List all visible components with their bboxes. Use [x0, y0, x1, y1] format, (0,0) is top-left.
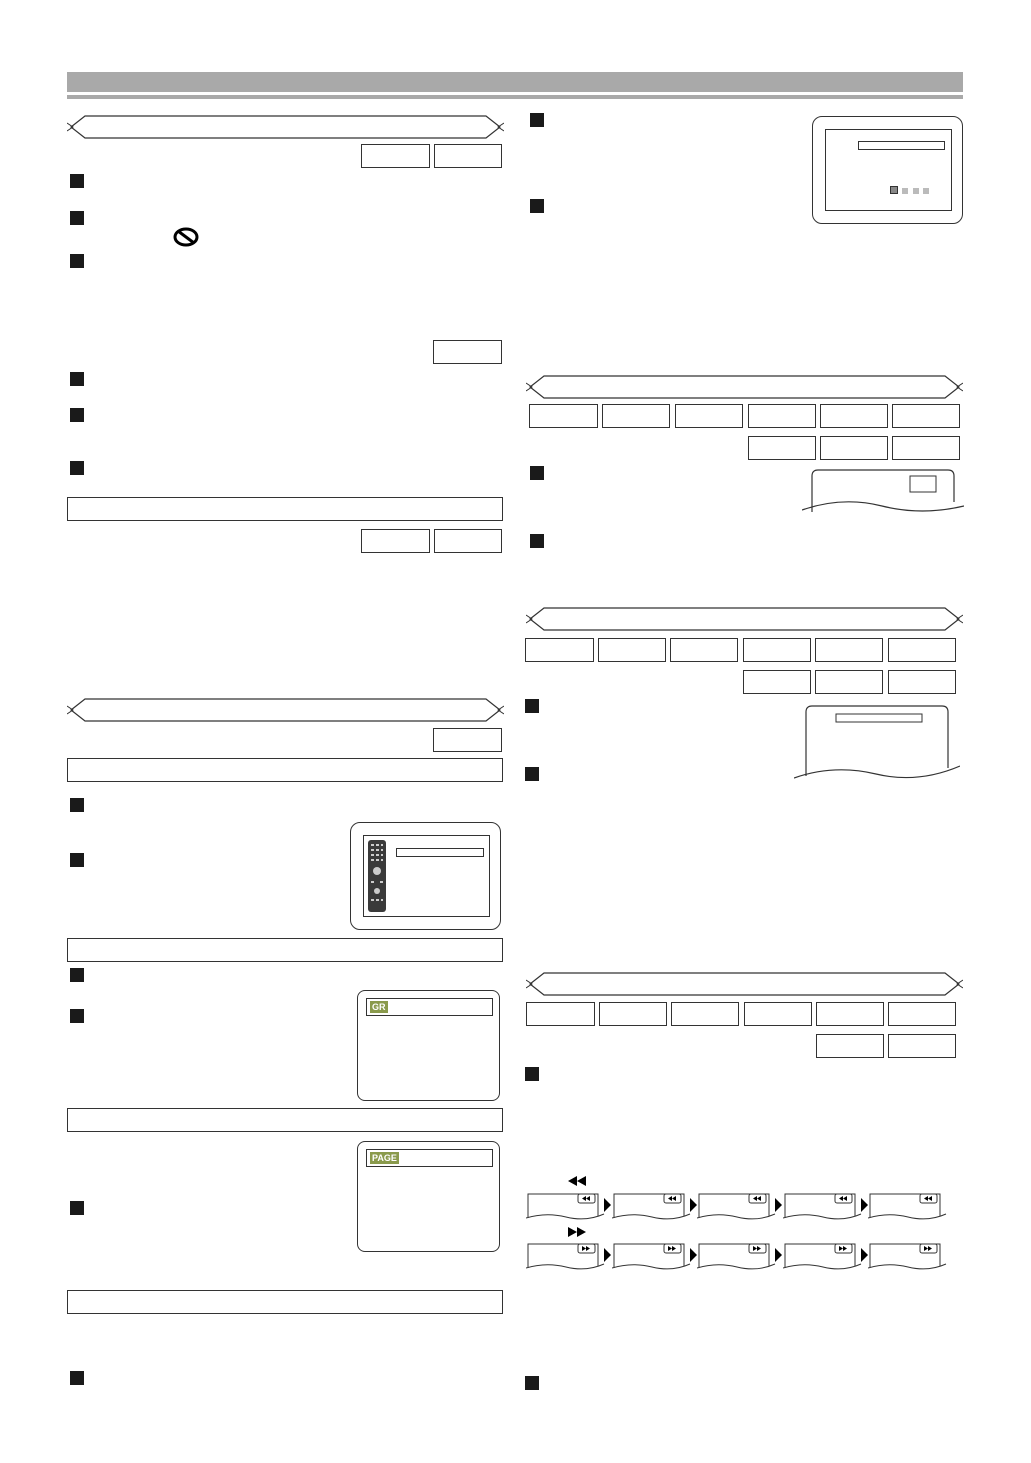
step-marker	[70, 1009, 84, 1023]
title-bar	[858, 141, 945, 150]
screen-corner-illustration	[802, 466, 964, 514]
disc-type-tag	[602, 404, 670, 428]
disc-type-tag	[670, 638, 738, 662]
disc-type-tag	[598, 638, 666, 662]
rewind-icon	[568, 1176, 586, 1186]
scan-frame	[783, 1190, 863, 1222]
step-marker	[70, 798, 84, 812]
scan-frame	[868, 1240, 948, 1272]
section-banner-right-1	[526, 372, 963, 402]
step-marker	[70, 1201, 84, 1215]
disc-type-tag	[361, 144, 430, 168]
disc-type-tag	[361, 529, 430, 553]
scan-frame	[697, 1190, 777, 1222]
disc-type-tag	[529, 404, 598, 428]
step-marker	[70, 968, 84, 982]
step-marker	[525, 1067, 539, 1081]
scan-frame	[868, 1190, 948, 1222]
scan-frame	[697, 1240, 777, 1272]
disc-type-tag	[815, 670, 883, 694]
group-badge: GR	[372, 1002, 386, 1012]
disc-type-tag	[743, 638, 811, 662]
scan-frame	[526, 1240, 606, 1272]
disc-type-tag	[816, 1034, 884, 1058]
subsection-bar	[67, 938, 503, 962]
step-marker	[70, 174, 84, 188]
subsection-bar	[67, 497, 503, 521]
disc-type-tag	[820, 436, 888, 460]
disc-type-tag	[599, 1002, 667, 1026]
section-banner-left-1	[67, 112, 504, 142]
step-marker	[70, 853, 84, 867]
step-marker	[530, 466, 544, 480]
osd-screen-page	[357, 1141, 500, 1252]
subsection-bar	[67, 758, 503, 782]
disc-type-tag	[820, 404, 888, 428]
disc-type-tag	[434, 529, 502, 553]
step-marker	[70, 408, 84, 422]
step-marker	[525, 1376, 539, 1390]
scan-frame	[783, 1240, 863, 1272]
disc-type-tag	[748, 404, 816, 428]
osd-screen-group	[357, 990, 500, 1101]
step-marker	[530, 534, 544, 548]
scan-frame	[612, 1190, 692, 1222]
step-marker	[530, 199, 544, 213]
disc-type-tag	[671, 1002, 739, 1026]
disc-type-tag	[433, 728, 502, 752]
step-marker	[70, 211, 84, 225]
prohibit-icon	[172, 227, 200, 247]
section-banner-right-3	[526, 969, 963, 999]
sequence-arrow-icon	[775, 1198, 783, 1212]
sequence-arrow-icon	[775, 1248, 783, 1262]
step-marker	[70, 461, 84, 475]
disc-type-tag	[888, 1002, 956, 1026]
tv-screen	[825, 129, 952, 211]
disc-type-tag	[743, 670, 811, 694]
step-marker	[70, 254, 84, 268]
section-banner-left-2	[67, 695, 504, 725]
subsection-bar	[67, 1290, 503, 1314]
disc-type-tag	[675, 404, 743, 428]
step-marker	[530, 113, 544, 127]
scan-frame	[526, 1190, 606, 1222]
disc-type-tag	[888, 1034, 956, 1058]
disc-type-tag	[892, 436, 960, 460]
step-marker	[70, 1371, 84, 1385]
disc-type-tag	[433, 340, 502, 364]
disc-type-tag	[888, 638, 956, 662]
disc-type-tag	[892, 404, 960, 428]
disc-type-tag	[888, 670, 956, 694]
fast-forward-icon	[568, 1227, 586, 1237]
tv-screen-illustration	[812, 116, 963, 224]
progress-squares	[890, 181, 929, 199]
disc-type-tag	[744, 1002, 812, 1026]
sequence-arrow-icon	[604, 1198, 612, 1212]
tv-screen-illustration	[350, 822, 501, 930]
disc-type-tag	[525, 638, 594, 662]
header-rule	[67, 95, 963, 99]
header-bar	[67, 72, 963, 92]
step-marker	[525, 767, 539, 781]
disc-type-tag	[526, 1002, 595, 1026]
disc-type-tag	[815, 638, 883, 662]
page-badge: PAGE	[372, 1153, 397, 1163]
screen-corner-illustration	[794, 704, 960, 782]
step-marker	[70, 372, 84, 386]
menu-bar	[396, 848, 484, 857]
section-banner-right-2	[526, 604, 963, 634]
group-label-bar	[366, 998, 493, 1016]
remote-control-icon	[367, 839, 387, 913]
disc-type-tag	[434, 144, 502, 168]
scan-frame	[612, 1240, 692, 1272]
disc-type-tag	[816, 1002, 884, 1026]
sequence-arrow-icon	[604, 1248, 612, 1262]
page-label-bar	[366, 1149, 493, 1167]
subsection-bar	[67, 1108, 503, 1132]
disc-type-tag	[748, 436, 816, 460]
step-marker	[525, 699, 539, 713]
